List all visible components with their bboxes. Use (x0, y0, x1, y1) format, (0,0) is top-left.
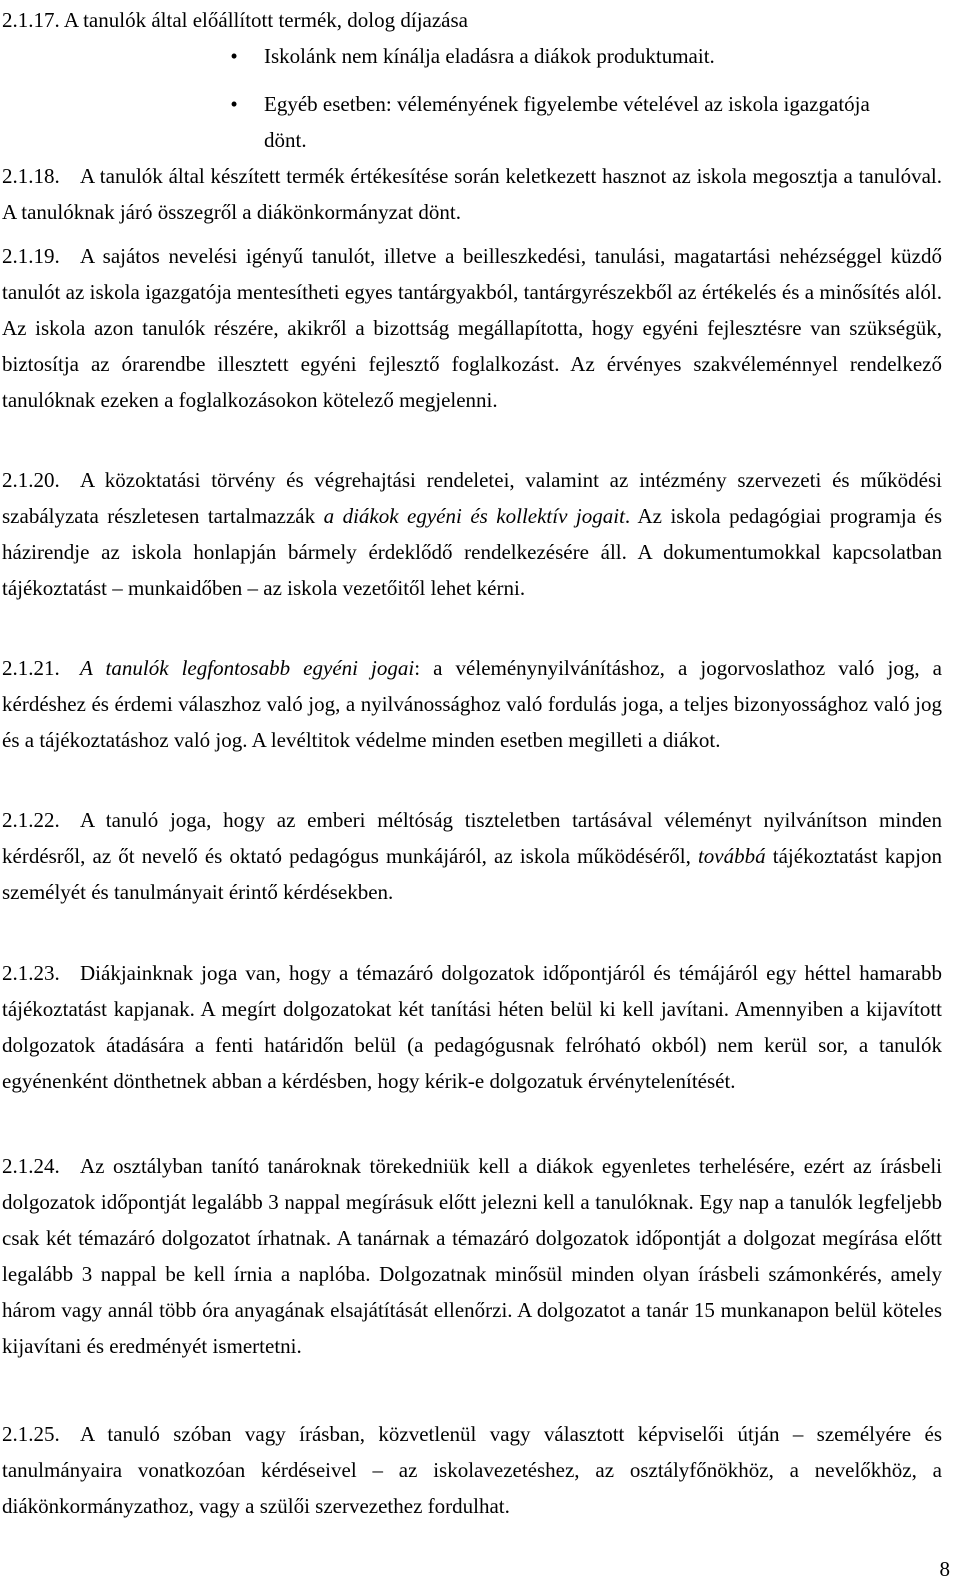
section-number: 2.1.23. (2, 961, 60, 985)
list-item (222, 38, 912, 74)
section-2-1-21 (2, 650, 942, 758)
text-run: . Az iskola pedagógiai programja és házirendje az iskola honlapján bármely érdeklődő rendelkezésére áll. A dokumentumokkal kapcsolatban tájékoztatást – munkaidőben – az iskola vezetőitől lehet kérni. (2, 504, 942, 600)
section-number: 2.1.22. (2, 808, 60, 832)
section-text: Az osztályban tanító tanároknak törekedniük kell a diákok egyenletes terhelésére, ezért az írásbeli dolgozatok időpontját legalább 3 nappal megírásuk előtt jelezni kell a tanulóknak. Egy nap a tanulók legfeljebb csak két témazáró dolgozatot írhatnak. A tanárnak a témazáró dolgozatok időpontját a dolgozat megírása előtt legalább 3 nappal be kell írnia a naplóba. Dolgozatnak minősül minden olyan írásbeli számonkérés, amely három vagy annál több óra anyagának elsajátítását ellenőrzi. A dolgozatot a tanár 15 munkanapon belül köteles kijavítani és eredményét ismertetni. (2, 1154, 942, 1358)
list-item-text: Egyéb esetben: véleményének figyelembe vételével az iskola igazgatója dönt. (264, 92, 870, 152)
section-text: A tanuló szóban vagy írásban, közvetlenül vagy választott képviselői útján – személyére és tanulmányaira vonatkozóan kérdéseivel – az iskolavezetéshez, az osztályfőnökhöz, a nevelőkhöz, a diákönkormányzathoz, vagy a szülői szervezethez fordulhat. (2, 1422, 942, 1518)
list-item (222, 86, 912, 158)
text-run: : a véleménynyilvánításhoz, a jogorvoslathoz való jog, a kérdéshez és érdemi válaszhoz való jog, a nyilvánossághoz való fordulás joga, a teljes bizonyossághoz való jog és a tájékoztatáshoz való jog. A levéltitok védelme minden esetben megilleti a diákot. (2, 656, 943, 752)
section-number: 2.1.18. (2, 164, 60, 188)
text-run: A tanuló joga, hogy az emberi méltóság tiszteletben tartásával véleményt nyilvánítson minden kérdésről, az őt nevelő és oktató pedagógus munkájáról, az iskola működéséről, (2, 808, 942, 868)
section-text: Diákjainknak joga van, hogy a témazáró dolgozatok időpontjáról és témájáról egy héttel hamarabb tájékoztatást kapjanak. A megírt dolgozatokat két tanítási héten belül ki kell javítani. Amennyiben a kijavított dolgozatok átadására a fenti határidőn belül (a pedagógusnak felróható okból) nem kerül sor, a tanulók egyénenként dönthetnek abban a kérdésben, hogy kérik-e dolgozatuk érvénytelenítését. (2, 961, 942, 1093)
list-item-text: Iskolánk nem kínálja eladásra a diákok produktumait. (264, 44, 715, 68)
section-number: 2.1.20. (2, 468, 60, 492)
section-heading (2, 2, 468, 38)
text-run: tájékoztatást kapjon személyét és tanulmányait érintő kérdésekben. (2, 844, 942, 904)
section-2-1-19 (2, 238, 942, 418)
section-2-1-20 (2, 462, 942, 606)
italic-text: a diákok egyéni és kollektív jogait (323, 504, 625, 528)
section-number: 2.1.21. (2, 656, 60, 680)
section-text (2, 462, 942, 606)
page-number: 8 (939, 1557, 950, 1581)
bullet-icon: • (230, 44, 238, 68)
section-number: 2.1.24. (2, 1154, 60, 1178)
section-title: A tanulók által előállított termék, dolog díjazása (63, 8, 468, 32)
section-2-1-24 (2, 1148, 942, 1364)
section-2-1-18 (2, 158, 942, 230)
italic-text: A tanulók legfontosabb egyéni jogai (80, 656, 415, 680)
italic-text: továbbá (697, 844, 766, 868)
section-text: A tanulók által készített termék értékesítése során keletkezett hasznot az iskola megosztja a tanulóval. A tanulóknak járó összegről a diákönkormányzat dönt. (2, 164, 942, 224)
section-number: 2.1.25. (2, 1422, 60, 1446)
section-2-1-22 (2, 802, 942, 910)
bullet-icon: • (230, 92, 238, 116)
text-run: A közoktatási törvény és végrehajtási rendeletei, valamint az intézmény szervezeti és működési szabályzata részletesen tartalmazzák (2, 468, 942, 528)
section-2-1-23 (2, 955, 942, 1099)
section-text: A sajátos nevelési igényű tanulót, illetve a beilleszkedési, tanulási, magatartási nehézséggel küzdő tanulót az iskola igazgatója mentesítheti egyes tantárgyakból, tantárgyrészekből az értékelés és a minősítés alól. Az iskola azon tanulók részére, akikről a bizottság megállapította, hogy egyéni fejlesztésre van szükségük, biztosítja az órarendbe illesztett egyéni fejlesztő foglalkozást. Az érvényes szakvéleménnyel rendelkező tanulóknak ezeken a foglalkozásokon kötelező megjelenni. (2, 244, 942, 412)
section-2-1-25 (2, 1416, 942, 1524)
section-text (2, 650, 942, 758)
section-number: 2.1.17. (2, 8, 60, 32)
section-number: 2.1.19. (2, 244, 60, 268)
section-text (2, 802, 942, 910)
